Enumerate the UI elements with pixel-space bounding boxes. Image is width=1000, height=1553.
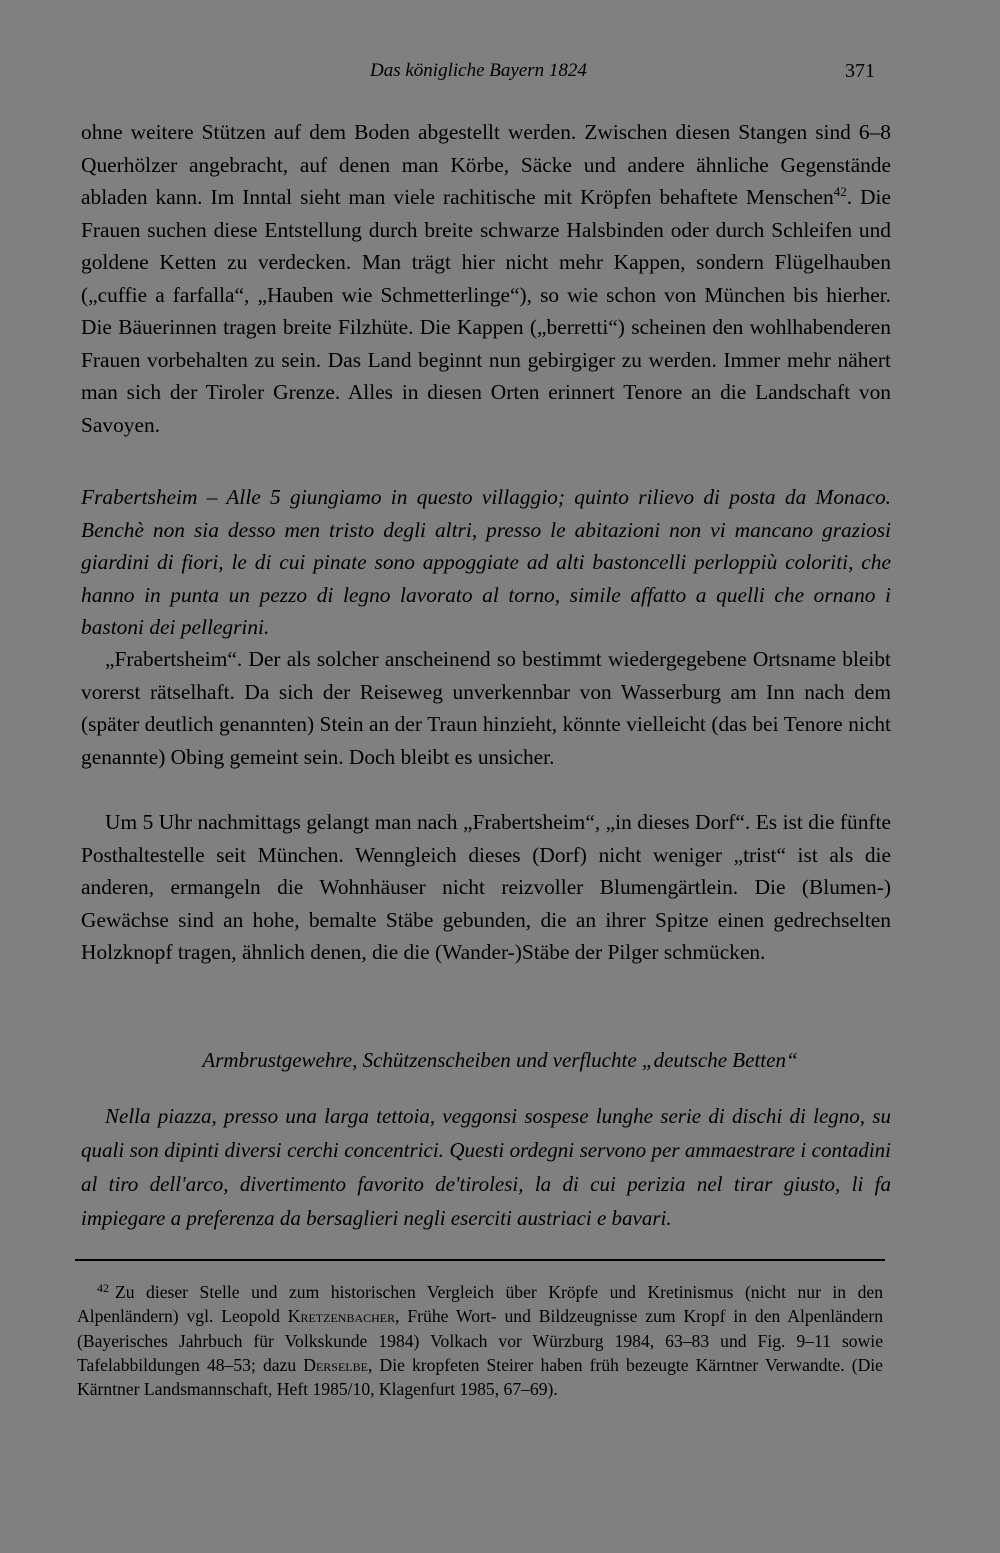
footnote-reference: 42 [833, 184, 847, 199]
footnote-divider [75, 1259, 885, 1261]
paragraph-text: „Frabertsheim“. Der als solcher anscheinend so bestimmt wiedergegebene Ortsname bleibt vorerst rätselhaft. Da sich der Reiseweg unverkennbar von Wasserburg am Inn nach dem (später deutlich genannten) Stein an der Traun hinzieht, könnte vielleicht (das bei Tenore nicht genannte) Obing gemeint sein. Doch bleibt es unsicher. [81, 647, 891, 769]
footnote-author: Derselbe [303, 1354, 368, 1375]
page-number: 371 [845, 60, 875, 82]
paragraph-text: Um 5 Uhr nachmittags gelangt man nach „Frabertsheim“, „in dieses Dorf“. Es ist die fünfte Posthaltestelle seit München. Wenngleich dieses (Dorf) nicht weniger „trist“ ist als die anderen, ermangeln die Wohnhäuser nicht reizvoller Blumengärtlein. Die (Blumen-) Gewächse sind an hohe, bemalte Stäbe gebunden, die an ihrer Spitze einen gedrechselten Holzknopf tragen, ähnlich denen, die die (Wander-)Stäbe der Pilger schmücken. [81, 810, 891, 964]
paragraph-text: . Die Frauen suchen diese Entstellung durch breite schwarze Halsbinden oder durch Schleifen und goldene Ketten zu verdecken. Man trägt hier nicht mehr Kappen, sondern Flügelhauben („cuffie a farfalla“, „Hauben wie Schmetterlinge“), so wie schon von München bis hierher. Die Bäuerinnen tragen breite Filzhüte. Die Kappen („berretti“) scheinen den wohlhabenderen Frauen vorbehalten zu sein. Das Land beginnt nun gebirgiger zu werden. Immer mehr nähert man sich der Tiroler Grenze. Alles in diesen Orten erinnert Tenore an die Landschaft von Savoyen. [81, 185, 891, 437]
section-heading: Armbrustgewehre, Schützenscheiben und verfluchte „deutsche Betten“ [202, 1048, 798, 1072]
footnote-text: , Die kropfeten Steirer haben früh bezeugte Kärntner Verwandte. (Die Kärntner Landsmannschaft, Heft 1985/10, Klagenfurt 1985, 67–69). [77, 1354, 883, 1400]
paragraph-translation [81, 806, 891, 969]
paragraph-inntal [81, 116, 891, 441]
paragraph-text: ohne weitere Stützen auf dem Boden abgestellt werden. Zwischen diesen Stangen sind 6–8 Querhölzer angebracht, auf denen man Körbe, Säcke und andere ähnliche Gegenstände abladen kann. Im Inntal sieht man viele rachitische mit Kröpfen behaftete Menschen [81, 120, 891, 209]
italian-quote-text: Nella piazza, presso una larga tettoia, veggonsi sospese lunghe serie di dischi di legno, su quali son dipinti diversi cerchi concentrici. Questi ordegni servono per ammaestrare i contadini al tiro dell'arco, divertimento favorito de'tirolesi, la di cui perizia nel tirar giusto, li fa impiegare a preferenza da bersaglieri negli eserciti austriaci e bavari. [81, 1104, 891, 1230]
footnote [77, 1276, 883, 1401]
italian-quote-frabertsheim [81, 481, 891, 644]
italian-quote-text: Frabertsheim – Alle 5 giungiamo in questo villaggio; quinto rilievo di posta da Monaco. Benchè non sia desso men tristo degli altri, presso le abitazioni non vi mancano graziosi giardini di fiori, le di cui pinate sono appoggiate ad alti bastoncelli perloppiù coloriti, che hanno in punta un pezzo di legno lavorato al torno, simile affatto a quelli che ornano i bastoni dei pellegrini. [81, 485, 891, 639]
footnote-author: Kretzenbacher [287, 1306, 396, 1327]
italian-quote-piazza [81, 1099, 891, 1235]
footnote-text: , Frühe Wort- und Bildzeugnisse zum Kropf in den Alpenländern (Bayerisches Jahrbuch für Volkskunde 1984) Volkach vor Würzburg 1984, 63–83 und Fig. 9–11 sowie Tafelabbildungen 48–53; dazu [77, 1306, 883, 1375]
footnote-text: Zu dieser Stelle und zum historischen Vergleich über Kröpfe und Kretinismus (nicht nur in den Alpenländern) vgl. Leopold [77, 1282, 883, 1327]
paragraph-ortsname [81, 643, 891, 773]
running-header-title: Das königliche Bayern 1824 [370, 60, 587, 81]
footnote-number: 42 [97, 1281, 109, 1295]
